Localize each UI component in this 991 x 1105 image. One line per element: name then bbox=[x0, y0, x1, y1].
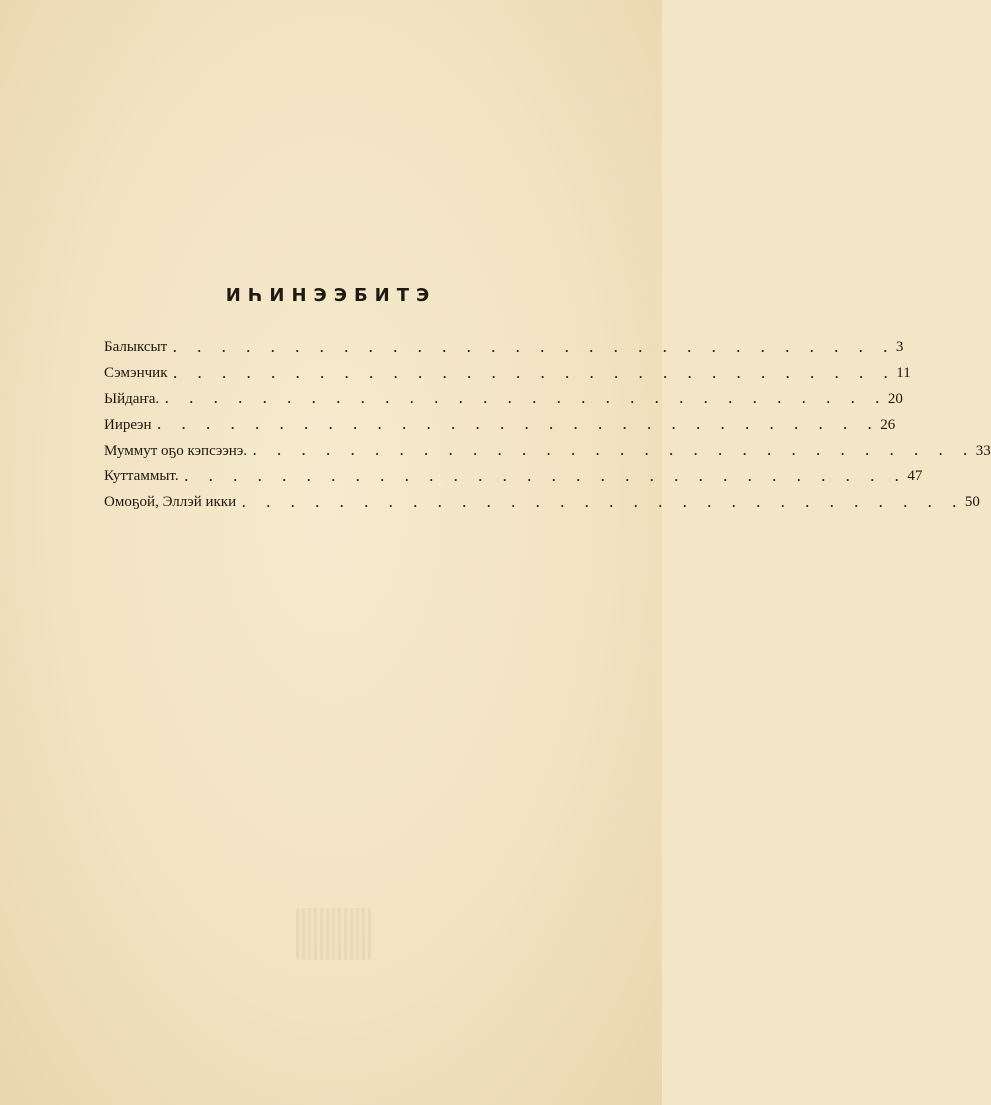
toc-entry-page: 26 bbox=[880, 416, 896, 433]
toc-dot-leader: . . . . . . . . . . . . . . . . . . . . . . . . . . . . . . bbox=[253, 443, 976, 459]
library-stamp bbox=[296, 908, 371, 960]
toc-entry-title: Сэмэнчик bbox=[104, 365, 168, 382]
toc-dot-leader: . . . . . . . . . . . . . . . . . . . . . . . . . . . . . . bbox=[173, 339, 896, 355]
toc-dot-leader: . . . . . . . . . . . . . . . . . . . . . . . . . . . . . . bbox=[173, 365, 897, 381]
toc-entry bbox=[104, 464, 923, 490]
toc-entry-title: Омоҕой, Эллэй икки bbox=[104, 494, 237, 511]
toc-dot-leader: . . . . . . . . . . . . . . . . . . . . . . . . . . . . . . bbox=[242, 494, 965, 510]
table-of-contents bbox=[104, 335, 991, 516]
toc-entry-title: Ыйдаҥа. bbox=[104, 390, 160, 407]
toc-entry-page: 3 bbox=[895, 339, 904, 356]
toc-entry bbox=[104, 490, 980, 516]
toc-entry-title: Куттаммыт. bbox=[104, 468, 179, 485]
toc-entry-page: 33 bbox=[975, 442, 991, 459]
toc-entry-title: Ииреэн bbox=[104, 416, 152, 433]
toc-entry-page: 20 bbox=[887, 390, 903, 407]
toc-entry bbox=[104, 387, 903, 413]
toc-entry-title: Муммут оҕо кэпсээнэ. bbox=[104, 442, 248, 459]
toc-entry-page: 11 bbox=[896, 365, 911, 382]
toc-entry-page: 50 bbox=[964, 494, 980, 511]
toc-entry-title: Балыксыт bbox=[104, 339, 168, 356]
toc-dot-leader: . . . . . . . . . . . . . . . . . . . . . . . . . . . . . . bbox=[184, 468, 908, 484]
toc-entry bbox=[104, 361, 911, 387]
table-of-contents-title: ИҺИНЭЭБИТЭ bbox=[225, 285, 437, 306]
toc-entry-page: 47 bbox=[907, 468, 923, 485]
toc-entry bbox=[104, 438, 991, 464]
toc-entry bbox=[104, 412, 896, 438]
toc-entry bbox=[104, 335, 904, 361]
toc-dot-leader: . . . . . . . . . . . . . . . . . . . . . . . . . . . . . . bbox=[165, 391, 888, 407]
toc-dot-leader: . . . . . . . . . . . . . . . . . . . . . . . . . . . . . . bbox=[157, 417, 881, 433]
